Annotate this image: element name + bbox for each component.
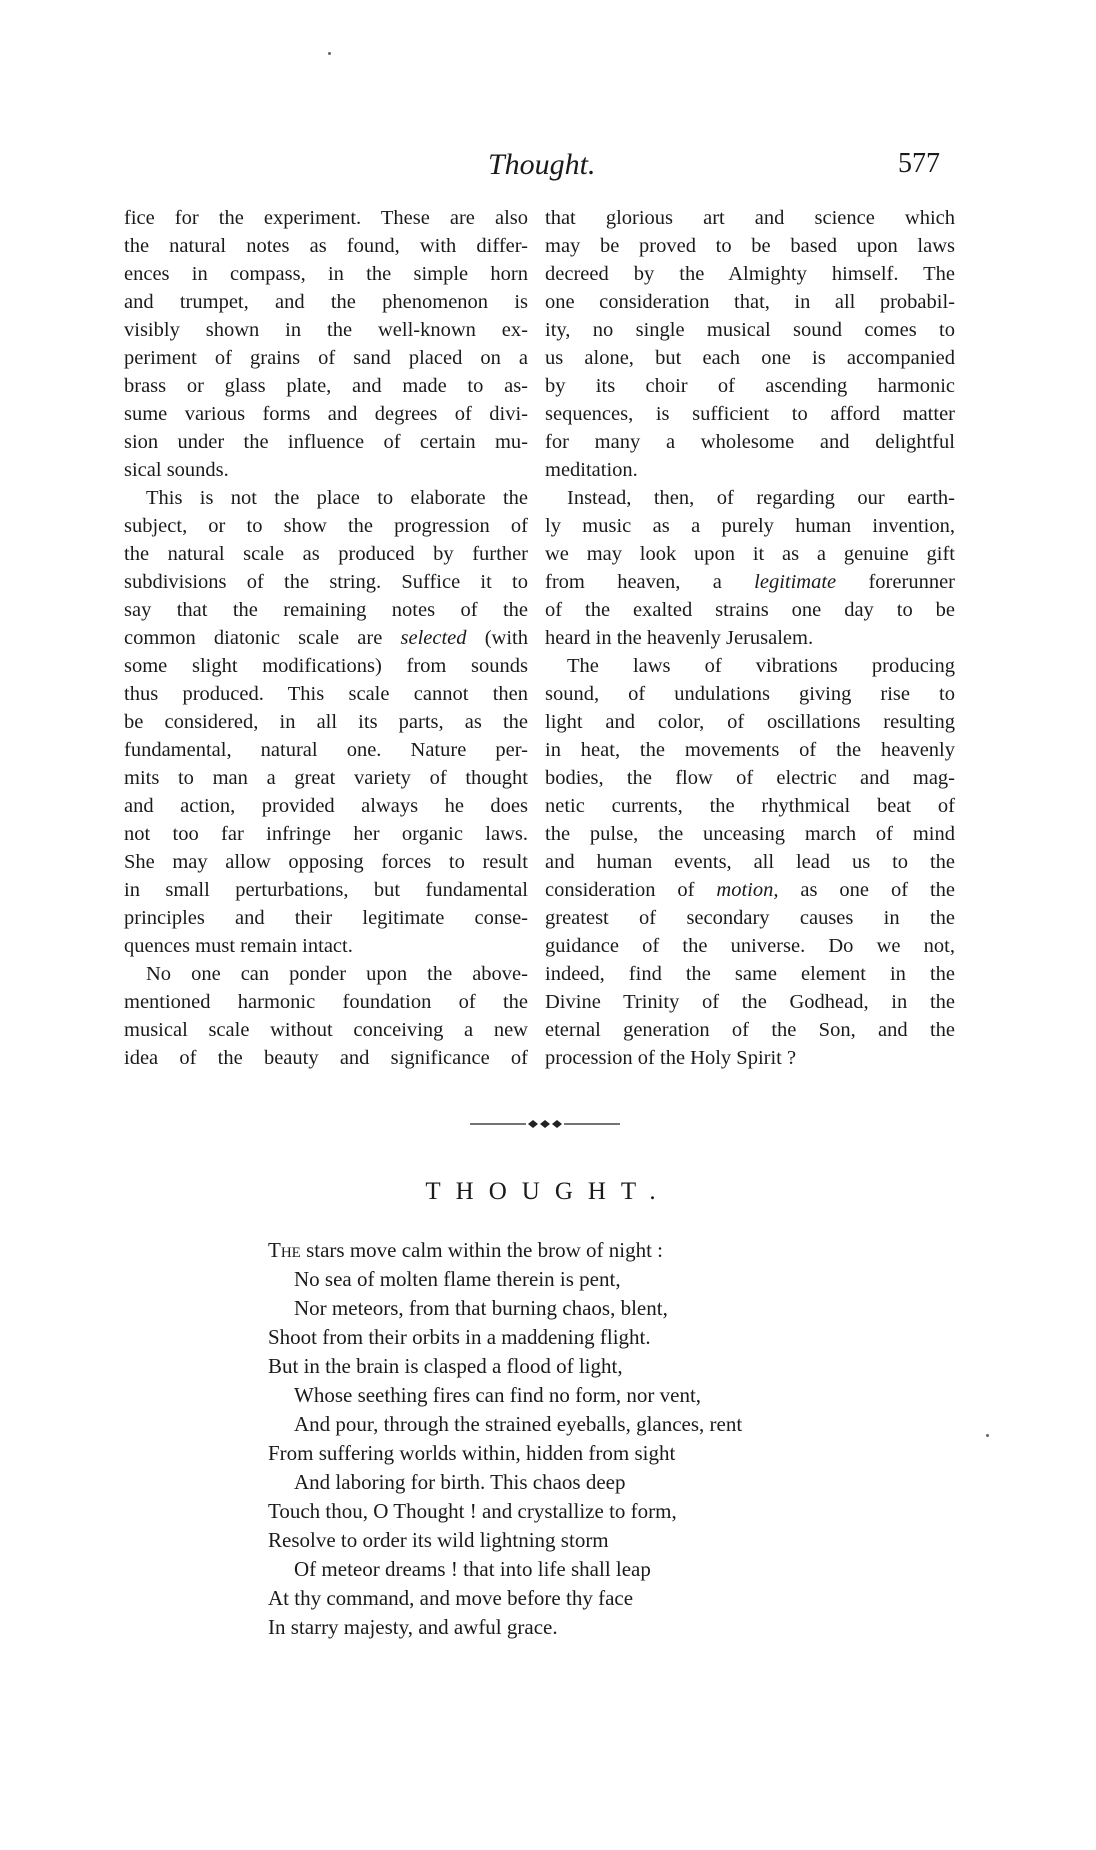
text-line: quences must remain intact.: [124, 935, 353, 957]
poem-line: And pour, through the strained eyeballs, glances, rent: [294, 1412, 743, 1436]
running-head: [0, 148, 1096, 188]
poem-line: But in the brain is clasped a flood of light,: [268, 1354, 623, 1378]
text-line: thus produced. This scale cannot then: [124, 683, 528, 705]
text-line: the natural scale as produced by further: [124, 543, 528, 565]
poem: [268, 1236, 908, 1642]
poem-line: From suffering worlds within, hidden from sight: [268, 1441, 676, 1465]
left-column: [124, 204, 528, 1072]
poem-line: Nor meteors, from that burning chaos, blent,: [294, 1296, 668, 1320]
text-line: fice for the experiment. These are also: [124, 207, 528, 229]
text-line: eternal generation of the Son, and the: [545, 1019, 955, 1041]
small-caps-word: The: [268, 1238, 301, 1262]
text-line: common diatonic scale are selected (with: [124, 627, 528, 649]
poem-line: Shoot from their orbits in a maddening flight.: [268, 1325, 651, 1349]
text-line: subject, or to show the progression of: [124, 515, 528, 537]
text-line: mentioned harmonic foundation of the: [124, 991, 528, 1013]
text-line: musical scale without conceiving a new: [124, 1019, 528, 1041]
text-line: of the exalted strains one day to be: [545, 599, 955, 621]
text-line: Divine Trinity of the Godhead, in the: [545, 991, 955, 1013]
text-line: ences in compass, in the simple horn: [124, 263, 528, 285]
text-line: us alone, but each one is accompanied: [545, 347, 955, 369]
poem-line: At thy command, and move before thy face: [268, 1586, 634, 1610]
text-line: visibly shown in the well-known ex-: [124, 319, 528, 341]
text-line: principles and their legitimate conse-: [124, 907, 528, 929]
text-line: not too far infringe her organic laws.: [124, 823, 528, 845]
text-line: sume various forms and degrees of divi-: [124, 403, 528, 425]
text-line: may be proved to be based upon laws: [545, 235, 955, 257]
text-line: ly music as a purely human invention,: [545, 515, 955, 537]
text-line: be considered, in all its parts, as the: [124, 711, 528, 733]
text-line: for many a wholesome and delightful: [545, 431, 955, 453]
right-column: [545, 204, 955, 1072]
running-title: Thought.: [488, 148, 596, 181]
text-line: meditation.: [545, 459, 638, 481]
text-line: from heaven, a legitimate forerunner: [545, 571, 955, 593]
text-line: in small perturbations, but fundamental: [124, 879, 528, 901]
text-line: ity, no single musical sound comes to: [545, 319, 955, 341]
poem-line: The stars move calm within the brow of night :: [268, 1238, 664, 1262]
text-line: sequences, is sufficient to afford matter: [545, 403, 955, 425]
text-line: Instead, then, of regarding our earth-: [567, 487, 955, 509]
italic-word: motion,: [716, 879, 779, 901]
text-line: brass or glass plate, and made to as-: [124, 375, 528, 397]
text-line: decreed by the Almighty himself. The: [545, 263, 955, 285]
text-line: guidance of the universe. Do we not,: [545, 935, 955, 957]
text-line: sound, of undulations giving rise to: [545, 683, 955, 705]
text-line: the natural notes as found, with differ-: [124, 235, 528, 257]
text-line: procession of the Holy Spirit ?: [545, 1047, 797, 1069]
poem-line: Of meteor dreams ! that into life shall leap: [294, 1557, 651, 1581]
poem-line: No sea of molten flame therein is pent,: [294, 1267, 621, 1291]
italic-word: selected: [400, 627, 467, 649]
text-line: The laws of vibrations producing: [567, 655, 955, 677]
text-line: the pulse, the unceasing march of mind: [545, 823, 955, 845]
text-line: greatest of secondary causes in the: [545, 907, 955, 929]
text-line: say that the remaining notes of the: [124, 599, 528, 621]
text-line: consideration of motion, as one of the: [545, 879, 956, 901]
poem-line: Resolve to order its wild lightning storm: [268, 1528, 609, 1552]
text-line: mits to man a great variety of thought: [124, 767, 528, 789]
poem-line: Whose seething fires can find no form, nor vent,: [294, 1383, 702, 1407]
text-line: bodies, the flow of electric and mag-: [545, 767, 955, 789]
text-line: and human events, all lead us to the: [545, 851, 955, 873]
poem-line: And laboring for birth. This chaos deep: [294, 1470, 626, 1494]
text-line: we may look upon it as a genuine gift: [545, 543, 955, 565]
text-line: idea of the beauty and significance of: [124, 1047, 528, 1069]
text-line: and trumpet, and the phenomenon is: [124, 291, 528, 313]
text-line: indeed, find the same element in the: [545, 963, 955, 985]
print-speck: [328, 52, 331, 55]
text-line: some slight modifications) from sounds: [124, 655, 528, 677]
text-line: that glorious art and science which: [545, 207, 955, 229]
text-line: heard in the heavenly Jerusalem.: [545, 627, 814, 649]
poem-line: In starry majesty, and awful grace.: [268, 1615, 558, 1639]
text-line: and action, provided always he does: [124, 795, 528, 817]
poem-title: THOUGHT.: [425, 1178, 671, 1205]
text-line: fundamental, natural one. Nature per-: [124, 739, 528, 761]
poem-line: Touch thou, O Thought ! and crystallize to form,: [268, 1499, 677, 1523]
text-line: sion under the influence of certain mu-: [124, 431, 528, 453]
text-line: No one can ponder upon the above-: [146, 963, 528, 985]
text-line: subdivisions of the string. Suffice it to: [124, 571, 528, 593]
text-line: sical sounds.: [124, 459, 229, 481]
text-line: She may allow opposing forces to result: [124, 851, 528, 873]
section-divider-ornament: [470, 1118, 620, 1130]
text-line: by its choir of ascending harmonic: [545, 375, 955, 397]
print-speck: [986, 1434, 989, 1437]
text-line: periment of grains of sand placed on a: [124, 347, 528, 369]
text-line: one consideration that, in all probabil-: [545, 291, 955, 313]
text-line: This is not the place to elaborate the: [146, 487, 528, 509]
page-number: 577: [898, 148, 940, 179]
text-line: netic currents, the rhythmical beat of: [545, 795, 955, 817]
italic-word: legitimate: [754, 571, 837, 593]
text-line: light and color, of oscillations resulting: [545, 711, 955, 733]
text-line: in heat, the movements of the heavenly: [545, 739, 955, 761]
